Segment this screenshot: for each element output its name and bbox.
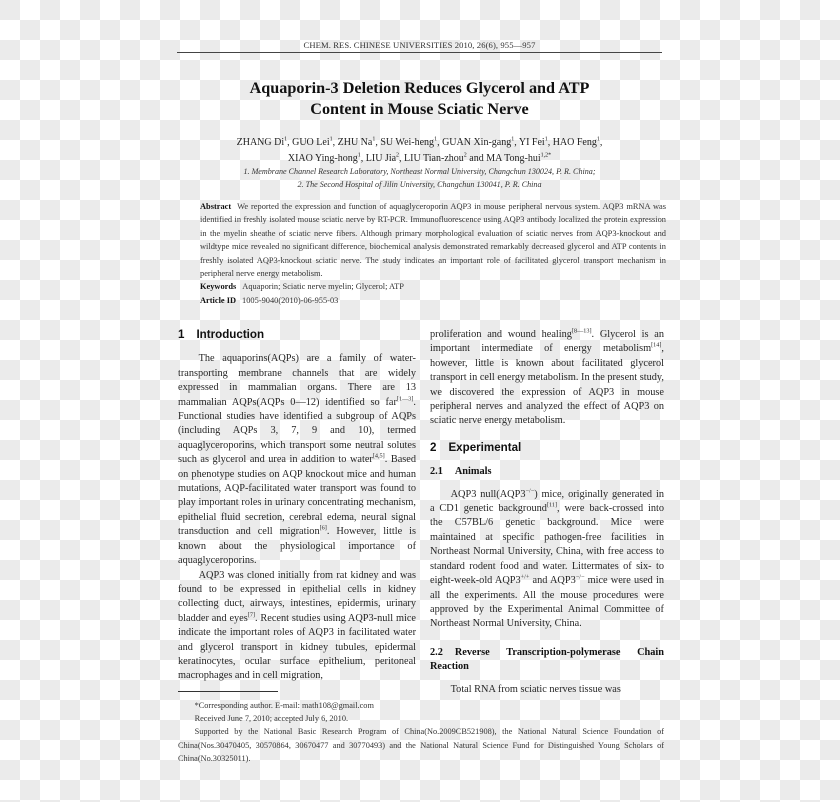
author: YI Fei [518, 137, 545, 148]
genotype-superscript: −/− [525, 487, 535, 495]
running-head: CHEM. RES. CHINESE UNIVERSITIES 2010, 26(6), 955—957 [303, 40, 536, 50]
article-id-value: 1005-9040(2010)-06-955-03 [242, 295, 339, 305]
author: LIU Tian-zhou [404, 153, 464, 164]
author: GUAN Xin-gang [442, 137, 512, 148]
author-affiliation-mark: 1 [511, 136, 515, 143]
section-number: 2 [430, 440, 437, 454]
citation: [8—13] [571, 327, 592, 335]
author-affiliation-mark: 1 [372, 136, 376, 143]
author-affiliation-mark: 2 [396, 152, 400, 159]
text: The aquaporins(AQPs) are a family of water-transporting membrane channels that are widely expressed in mammalian organs. There are 13 mammalian AQPs(AQPs 0—12) identified so far [178, 353, 416, 408]
genotype-superscript: +/+ [520, 573, 530, 581]
text: . Glycerol is an important intermediate of energy metabolism [430, 329, 664, 355]
footnote-corresponding-author: *Corresponding author. E-mail: math108@gmail.com [194, 701, 374, 710]
abstract [200, 200, 666, 280]
author: ZHU Na [337, 137, 373, 148]
intro-paragraph-2 [178, 569, 416, 684]
left-column [178, 328, 416, 684]
section-heading-experimental [430, 441, 664, 455]
author-affiliation-mark: 1 [544, 136, 548, 143]
text: . Functional studies have identified a subgroup of AQPs (including AQPs 3, 7, 9 and 10), termed aquaglyceroporins, which transport some neutral solutes such as glycerol and urea in addition to water [178, 396, 416, 466]
author-affiliation-mark: 1 [434, 136, 438, 143]
article-id-label: Article ID [200, 295, 237, 305]
author-affiliation-mark: 1 [357, 152, 361, 159]
author-conjunction: and [469, 153, 484, 164]
footnote-rule [178, 691, 278, 692]
author: XIAO Ying-hong [287, 153, 358, 164]
text: mice were used in all the experiments. All the mouse procedures were approved by the Experimental Animal Committee of Northeast Normal University, China. [430, 575, 664, 630]
rt-pcr-paragraph: Total RNA from sciatic nerves tissue was [450, 683, 621, 695]
subsection-heading-animals [430, 465, 664, 479]
abstract-text: We reported the expression and function of aquaglyceroporin AQP3 in mouse peripheral nervous system. AQP3 mRNA was identified in freshly isolated mouse sciatic nerve by RT-PCR. Immunofluorescence using AQP3 antibody localized the protein expression in the myelin sheathe of sciatic nerve fibers. Although primary morphological evaluation of sciatic nerves from AQP3-knockout and wildtype mice revealed no significant difference, biochemical analysis demonstrated remarkably decreased glycerol and ATP contents in freshly isolated AQP3-knockout sciatic nerve. The study indicates an important role of facilitated glycerol transport mechanism in peripheral nerve energy metabolism. [200, 202, 666, 279]
text: ) mice, originally generated in a CD1 genetic background [430, 488, 664, 515]
header-rule [177, 52, 662, 53]
citation: [1—3] [396, 395, 414, 403]
genotype-superscript: −/− [575, 573, 585, 581]
affiliation-1: 1. Membrane Channel Research Laboratory, Northeast Normal University, Changchun 130024, P. R. China; [243, 167, 596, 176]
text: . Recent studies using AQP3-null mice indicate the important roles of AQP3 in facilitated water and glycerol transport in kidney tubules, epidermal keratinocytes, ocular surface epithelium, peritoneal macrophages and in cell migration, [178, 612, 416, 682]
author-affiliation-mark: 1 [284, 136, 288, 143]
section-title: Experimental [448, 440, 522, 454]
footnotes [178, 699, 664, 765]
affiliation-2: 2. The Second Hospital of Jilin University, Changchun 130041, P. R. China [297, 179, 542, 189]
author-affiliation-mark: 1 [596, 136, 600, 143]
section-number: 1 [178, 328, 185, 341]
intro-paragraph-1 [178, 352, 416, 568]
text: , were back-crossed into the C57BL/6 genetic background. Mice were maintained at specific pathogen-free facilities in Northeast Normal University, China, with free access to standard rodent food and water. Littermates of six- to eight-week-old AQP3 [430, 503, 664, 587]
text: and AQP3 [529, 575, 576, 587]
text: AQP3 null(AQP3 [450, 488, 526, 500]
author: GUO Lei [292, 137, 330, 148]
author: LIU Jia [365, 153, 397, 164]
text: proliferation and wound healing [430, 329, 572, 340]
paper-title [177, 78, 662, 120]
subsection-title: Animals [454, 466, 492, 478]
author-affiliation-mark: 1 [329, 136, 333, 143]
animals-paragraph [430, 488, 664, 632]
article-id [200, 294, 666, 307]
text: . Based on phenotype studies on AQP knockout mice and human mutations, AQP-facilitated water transport was found to play important roles in urinary concentrating mechanism, epithelial fluid secretion, cerebral edema, neural signal transduction and cell migration [178, 454, 417, 538]
subsection-heading-rt-pcr [430, 646, 664, 675]
text: , however, little is known about facilitated glycerol transport in cell energy metabolism. In the present study, we discovered the expression of AQP3 in mouse peripheral nerves and analyzed the effect of AQP3 on sciatic nerve energy metabolism. [430, 343, 664, 427]
author-affiliation-mark: 2 [463, 152, 467, 159]
intro-paragraph-2-continued [430, 328, 664, 429]
author: MA Tong-hui [486, 153, 541, 164]
author-line-2: XIAO Ying-hong$^1$, LIU Jia$^2$, LIU Tian-zhou$^2$ and MA Tong-hui$^{1,2*}$ [287, 152, 552, 164]
subsection-number: 2.1 [430, 466, 443, 478]
abstract-block [200, 200, 666, 307]
footnote-received-date: Received June 7, 2010; accepted July 6, 2010. [194, 714, 349, 724]
abstract-label: Abstract [200, 202, 232, 211]
keywords-text: Aquaporin; Sciatic nerve myelin; Glycerol; ATP [242, 282, 404, 292]
title-line-2: Content in Mouse Sciatic Nerve [310, 100, 529, 118]
section-title: Introduction [196, 328, 265, 341]
footnote-funding: Supported by the National Basic Research Program of China(No.2009CB521908), the National Natural Science Foundation of China(Nos.30470405, 30570864, 30670477 and 30770493) and the National Natural Science Fund for Distinguished Young Scholars of China(No.30325011). [178, 727, 664, 763]
text: . However, little is known about the physiological importance of aquaglyceroporins. [178, 526, 416, 567]
keywords [200, 280, 666, 293]
author-list [177, 135, 662, 167]
author: HAO Feng [552, 137, 597, 148]
subsection-title: Reverse Transcription-polymerase Chain Reaction [430, 646, 664, 673]
citation: [4,5] [372, 452, 385, 460]
section-heading-introduction [178, 328, 416, 342]
right-column [430, 328, 664, 697]
author-affiliation-mark: 1,2* [540, 152, 552, 159]
title-line-1: Aquaporin-3 Deletion Reduces Glycerol and ATP [249, 79, 590, 97]
author-line-1: ZHANG Di$^1$, GUO Lei$^1$, ZHU Na$^1$, SU Wei-heng$^1$, GUAN Xin-gang$^1$, YI Fei$^1$, HAO Feng$^1$, [236, 136, 603, 148]
citation: [11] [546, 501, 558, 509]
keywords-label: Keywords [200, 282, 237, 292]
author: ZHANG Di [236, 137, 285, 148]
citation: [14] [651, 341, 662, 349]
affiliations [177, 166, 662, 191]
citation: [6] [319, 524, 327, 532]
citation: [7] [247, 611, 255, 619]
author: SU Wei-heng [380, 137, 435, 148]
text: AQP3 was cloned initially from rat kidney and was found to be expressed in epithelial cells in kidney collecting duct, airways, intestines, epidermis, urinary bladder and eyes [178, 569, 416, 624]
subsection-number: 2.2 [430, 646, 443, 658]
